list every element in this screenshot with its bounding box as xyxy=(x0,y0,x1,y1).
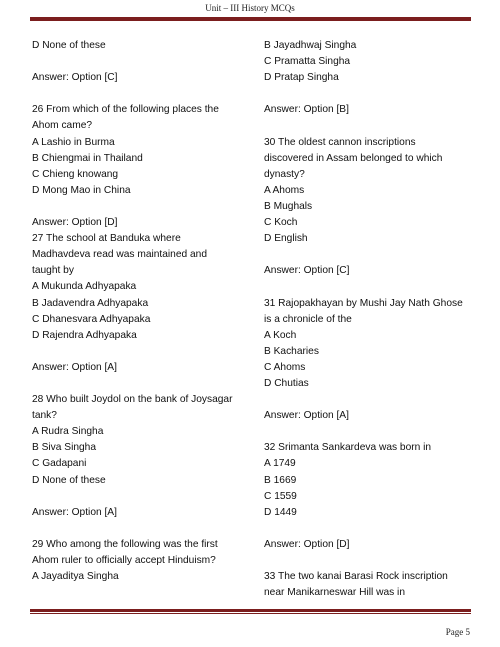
text-line: B Mughals xyxy=(264,200,313,212)
text-line: 33 The two kanai Barasi Rock inscription xyxy=(264,571,448,583)
page-number: Page 5 xyxy=(445,627,470,637)
text-line: 27 The school at Banduka where xyxy=(32,233,181,245)
text-line: tank? xyxy=(32,410,57,422)
blank-line xyxy=(32,54,252,70)
text-line: near Manikarneswar Hill was in xyxy=(264,587,405,599)
text-line: D Chutias xyxy=(264,377,309,389)
text-line: Ahom came? xyxy=(32,120,93,132)
blank-line xyxy=(32,86,252,102)
text-line: C 1559 xyxy=(264,490,297,502)
blank-line xyxy=(264,118,484,134)
answer-line: Answer: Option [A] xyxy=(32,506,117,518)
text-line: 29 Who among the following was the first xyxy=(32,538,218,550)
text-line: D Pratap Singha xyxy=(264,72,339,84)
text-line: D 1449 xyxy=(264,506,297,518)
blank-line xyxy=(264,424,484,440)
answer-line: Answer: Option [B] xyxy=(264,104,349,116)
right-column xyxy=(264,38,484,601)
text-line: C Chieng knowang xyxy=(32,168,119,180)
text-line: C Dhanesvara Adhyapaka xyxy=(32,313,151,325)
answer-line: Answer: Option [C] xyxy=(264,265,350,277)
blank-line xyxy=(32,521,252,537)
text-line: D Rajendra Adhyapaka xyxy=(32,329,137,341)
answer-line: Answer: Option [C] xyxy=(32,72,118,84)
text-line: 28 Who built Joydol on the bank of Joysagar xyxy=(32,394,233,406)
blank-line xyxy=(264,86,484,102)
blank-line xyxy=(32,344,252,360)
text-line: A Koch xyxy=(264,329,297,341)
text-line: Ahom ruler to officially accept Hinduism? xyxy=(32,555,216,566)
answer-line: Answer: Option [A] xyxy=(264,410,349,422)
text-line: D English xyxy=(264,233,308,245)
text-line: D None of these xyxy=(32,474,106,486)
answer-line: Answer: Option [D] xyxy=(264,538,350,550)
answer-line: Answer: Option [A] xyxy=(32,361,117,373)
text-line: B Kacharies xyxy=(264,345,319,357)
page-header-title: Unit – III History MCQs xyxy=(205,3,295,13)
text-line: C Ahoms xyxy=(264,361,306,373)
text-line: dynasty? xyxy=(264,168,305,180)
text-line: A Lashio in Burma xyxy=(32,136,115,148)
text-line: B Siva Singha xyxy=(32,442,96,454)
left-column xyxy=(32,38,252,585)
text-line: D Mong Mao in China xyxy=(32,184,131,196)
text-line: B Chiengmai in Thailand xyxy=(32,152,143,164)
text-line: C Pramatta Singha xyxy=(264,56,351,68)
text-line: discovered in Assam belonged to which xyxy=(264,152,443,164)
blank-line xyxy=(264,553,484,569)
text-line: A Ahoms xyxy=(264,184,305,196)
blank-line xyxy=(264,392,484,408)
text-line: 31 Rajopakhayan by Mushi Jay Nath Ghose xyxy=(264,297,463,309)
text-line: 30 The oldest cannon inscriptions xyxy=(264,136,416,148)
text-line: D None of these xyxy=(32,40,106,51)
text-line: C Koch xyxy=(264,217,298,229)
header-rule xyxy=(30,16,471,21)
text-line: 32 Srimanta Sankardeva was born in xyxy=(264,442,432,454)
blank-line xyxy=(32,376,252,392)
text-line: A 1749 xyxy=(264,458,296,470)
text-line: is a chronicle of the xyxy=(264,313,352,325)
text-line: A Jayaditya Singha xyxy=(32,571,119,583)
blank-line xyxy=(264,521,484,537)
text-line: C Gadapani xyxy=(32,458,87,470)
text-line: A Rudra Singha xyxy=(32,426,104,438)
text-line: B Jayadhwaj Singha xyxy=(264,40,357,51)
text-line: B 1669 xyxy=(264,474,297,486)
text-line: A Mukunda Adhyapaka xyxy=(32,281,137,293)
text-line: 26 From which of the following places the xyxy=(32,104,219,116)
text-line: taught by xyxy=(32,265,74,277)
blank-line xyxy=(32,199,252,215)
blank-line xyxy=(32,489,252,505)
blank-line xyxy=(264,247,484,263)
text-line: B Jadavendra Adhyapaka xyxy=(32,297,149,309)
answer-line: Answer: Option [D] xyxy=(32,217,118,229)
blank-line xyxy=(264,279,484,295)
text-line: Madhavdeva read was maintained and xyxy=(32,249,207,261)
footer-rule xyxy=(30,609,471,614)
